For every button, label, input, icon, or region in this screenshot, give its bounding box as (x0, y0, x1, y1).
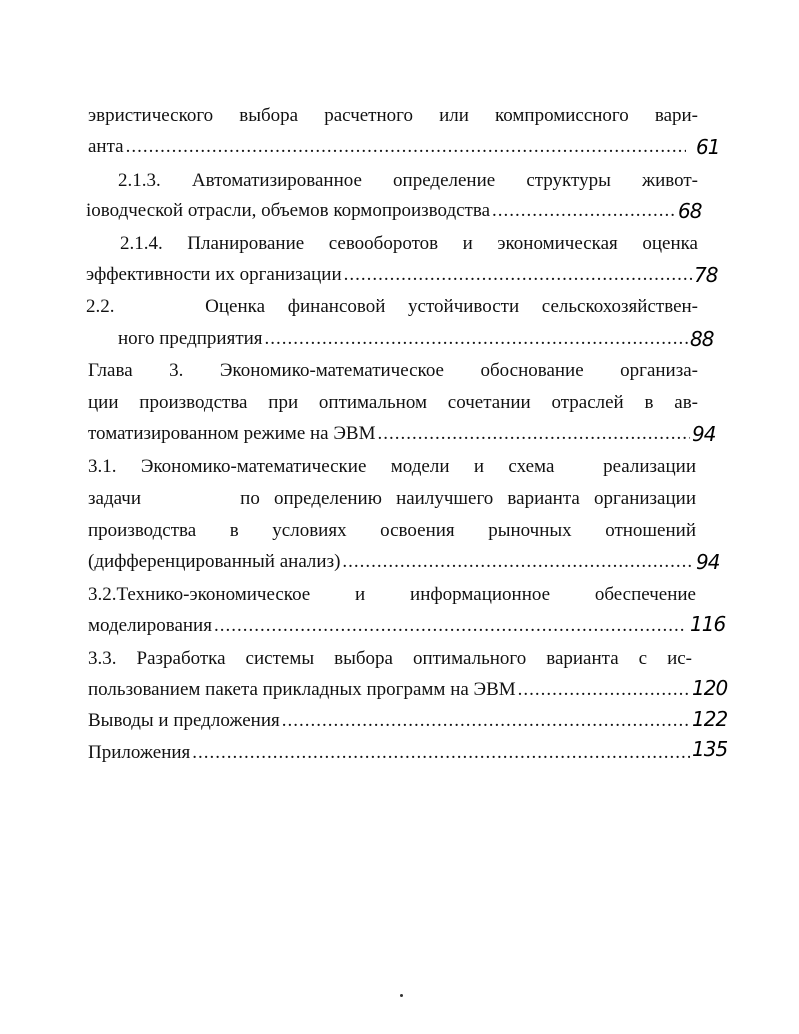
toc-entry-6-line-4 (88, 547, 696, 577)
toc-entry-3-line-1: 2.1.4. Планирование севооборотов и экономическая оценка (120, 233, 698, 254)
toc-entry-5-page: 94 (692, 422, 716, 446)
toc-entry-3-text: эффективности их организации (86, 264, 342, 285)
toc-entry-2-line-2 (86, 196, 678, 226)
toc-entry-9-page: 122 (692, 707, 728, 731)
toc-entry-3-line-2 (86, 260, 694, 290)
toc-entry-5-line-1: Глава 3. Экономико-математическое обоснование организа- (88, 360, 698, 381)
toc-entry-6-text: (дифференцированный анализ) (88, 551, 341, 572)
toc-entry-5-line-3 (88, 419, 692, 449)
toc-entry-10-line-1 (88, 738, 692, 768)
toc-entry-6-line-3: производства в условиях освоения рыночных отношений (88, 520, 696, 541)
leader-dots (192, 738, 690, 768)
toc-entry-3-page: 78 (694, 263, 718, 287)
toc-entry-4-page: 88 (690, 327, 714, 351)
toc-entry-10-text: Приложения (88, 742, 191, 763)
toc-entry-6-line-2: задачи по определению наилучшего варианта организации (88, 488, 696, 509)
leader-dots (265, 324, 688, 354)
toc-entry-1-page: 61 (696, 135, 720, 159)
toc-entry-1-line-2 (88, 132, 688, 162)
leader-dots (214, 611, 686, 641)
toc-entry-7-page: 116 (690, 612, 726, 636)
toc-entry-8-page: 120 (692, 676, 728, 700)
toc-entry-4-text: ного предприятия (118, 328, 263, 349)
toc-entry-6-line-1: 3.1. Экономико-математические модели и схема реализации (88, 456, 696, 477)
toc-entry-2-text: іоводческой отрасли, объемов кормопроизводства (86, 200, 491, 221)
toc-entry-7-line-2 (88, 611, 688, 641)
leader-dots (126, 132, 686, 162)
toc-entry-4-line-1: 2.2. Оценка финансовой устойчивости сельскохозяйствен- (86, 296, 698, 317)
toc-entry-8-line-1: 3.3. Разработка системы выбора оптимального варианта с ис- (88, 648, 692, 669)
toc-entry-5-line-2: ции производства при оптимальном сочетании отраслей в ав- (88, 392, 698, 413)
toc-entry-9-line-1 (88, 706, 692, 736)
leader-dots (377, 419, 690, 449)
leader-dots (344, 260, 692, 290)
toc-entry-1-text: анта (88, 136, 124, 157)
leader-dots (282, 706, 690, 736)
toc-entry-8-line-2 (88, 675, 692, 705)
leader-dots (342, 547, 694, 577)
toc-entry-6-page: 94 (696, 550, 720, 574)
leader-dots (492, 196, 676, 226)
scan-speck (400, 994, 403, 997)
toc-entry-4-line-2 (118, 324, 690, 354)
toc-entry-10-page: 135 (692, 737, 728, 761)
toc-entry-5-text: томатизированном режиме на ЭВМ (88, 423, 376, 444)
toc-entry-7-text: моделирования (88, 615, 212, 636)
toc-entry-1-line-1: эвристического выбора расчетного или компромиссного вари- (88, 105, 698, 126)
toc-entry-7-line-1: 3.2.Технико-экономическое и информационное обеспечение (88, 584, 696, 605)
toc-entry-2-page: 68 (678, 199, 702, 223)
toc-entry-9-text: Выводы и предложения (88, 710, 280, 731)
leader-dots (518, 675, 690, 705)
toc-entry-2-line-1: 2.1.3. Автоматизированное определение структуры живот- (118, 170, 698, 191)
toc-entry-8-text: пользованием пакета прикладных программ на ЭВМ (88, 679, 516, 700)
